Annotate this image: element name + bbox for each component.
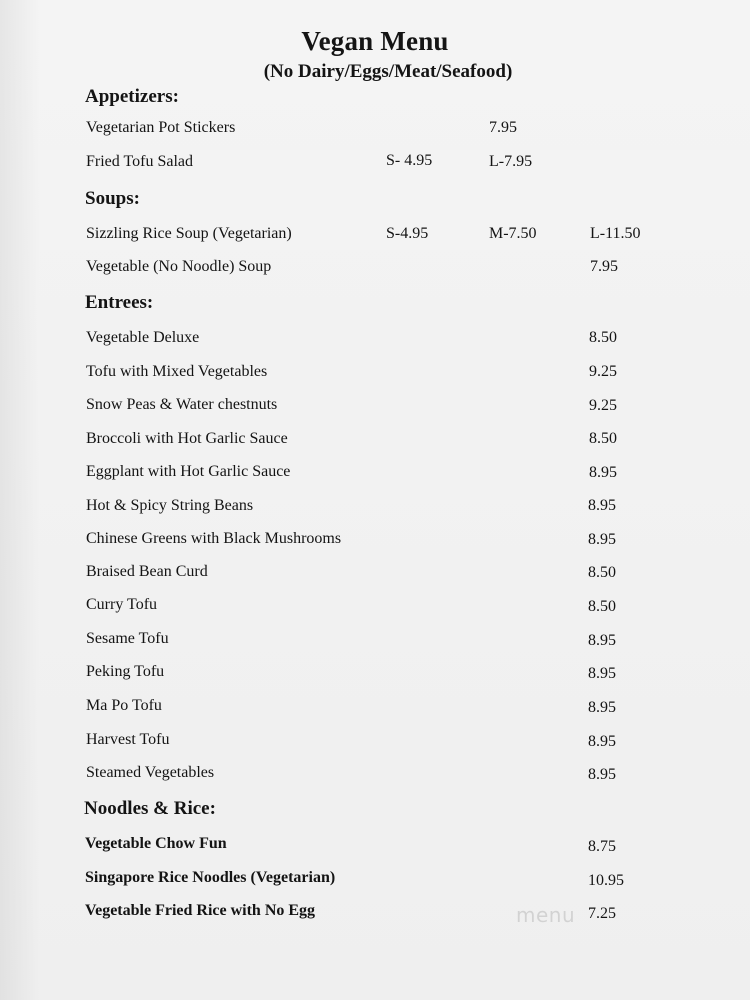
menu-item-name: Vegetarian Pot Stickers xyxy=(86,119,236,136)
menu-item-price: 8.95 xyxy=(588,632,616,649)
menu-item-price: 10.95 xyxy=(588,872,624,889)
menu-item-price: 8.50 xyxy=(589,329,617,346)
menu-item-name: Harvest Tofu xyxy=(86,731,170,748)
menu-item-name: Snow Peas & Water chestnuts xyxy=(86,396,278,413)
menu-item-name: Peking Tofu xyxy=(86,663,165,680)
menu-item-name: Fried Tofu Salad xyxy=(86,153,194,170)
menu-item-price: 9.25 xyxy=(589,397,617,414)
menu-item-price: 7.95 xyxy=(489,119,517,136)
menu-item-price: 8.95 xyxy=(588,497,616,514)
menu-item-name: Vegetable Deluxe xyxy=(86,329,200,346)
menu-item-price: 8.75 xyxy=(588,838,616,855)
menu-item-price: 8.95 xyxy=(588,733,616,750)
menu-item-name: Broccoli with Hot Garlic Sauce xyxy=(86,430,288,447)
menu-item-name: Steamed Vegetables xyxy=(86,764,215,781)
menu-item-name: Eggplant with Hot Garlic Sauce xyxy=(86,463,291,480)
menu-item-price: 8.95 xyxy=(589,464,617,481)
menu-item-price-small: S- 4.95 xyxy=(386,152,433,169)
menu-item-name: Curry Tofu xyxy=(86,596,158,613)
menu-item-price: 8.50 xyxy=(589,430,617,447)
menu-title: Vegan Menu xyxy=(301,26,449,56)
menu-item-name: Tofu with Mixed Vegetables xyxy=(86,363,268,380)
section-heading-appetizers: Appetizers: xyxy=(85,86,179,107)
menu-item-price-large: L-11.50 xyxy=(590,225,641,242)
section-heading-noodles-rice: Noodles & Rice: xyxy=(84,798,216,819)
menu-item-price: 7.95 xyxy=(590,258,618,275)
menu-item-name: Singapore Rice Noodles (Vegetarian) xyxy=(85,869,336,886)
menu-item-name: Braised Bean Curd xyxy=(86,563,208,580)
menu-item-name: Ma Po Tofu xyxy=(86,697,162,714)
menu-item-name: Vegetable (No Noodle) Soup xyxy=(86,258,272,275)
menu-item-price: 7.25 xyxy=(588,905,616,922)
menu-item-price: 8.95 xyxy=(588,766,616,783)
section-heading-soups: Soups: xyxy=(85,188,140,209)
watermark-logo: menu xyxy=(516,903,576,927)
menu-item-name: Hot & Spicy String Beans xyxy=(86,497,254,514)
menu-item-price: 8.50 xyxy=(588,564,616,581)
menu-item-price: 8.95 xyxy=(588,699,616,716)
menu-item-name: Sesame Tofu xyxy=(86,630,169,647)
menu-item-name: Vegetable Fried Rice with No Egg xyxy=(85,902,316,919)
menu-item-name: Vegetable Chow Fun xyxy=(85,835,227,852)
menu-item-price: 8.95 xyxy=(588,531,616,548)
menu-item-price-large: L-7.95 xyxy=(489,153,533,170)
menu-item-name: Chinese Greens with Black Mushrooms xyxy=(86,530,342,547)
section-heading-entrees: Entrees: xyxy=(85,292,154,313)
menu-item-price: 8.95 xyxy=(588,665,616,682)
menu-item-price-medium: M-7.50 xyxy=(489,225,537,242)
menu-item-price-small: S-4.95 xyxy=(386,225,429,242)
menu-subtitle: (No Dairy/Eggs/Meat/Seafood) xyxy=(263,61,513,82)
page-shadow xyxy=(0,0,40,1000)
menu-item-price: 8.50 xyxy=(588,598,616,615)
menu-item-name: Sizzling Rice Soup (Vegetarian) xyxy=(86,225,292,242)
menu-item-price: 9.25 xyxy=(589,363,617,380)
